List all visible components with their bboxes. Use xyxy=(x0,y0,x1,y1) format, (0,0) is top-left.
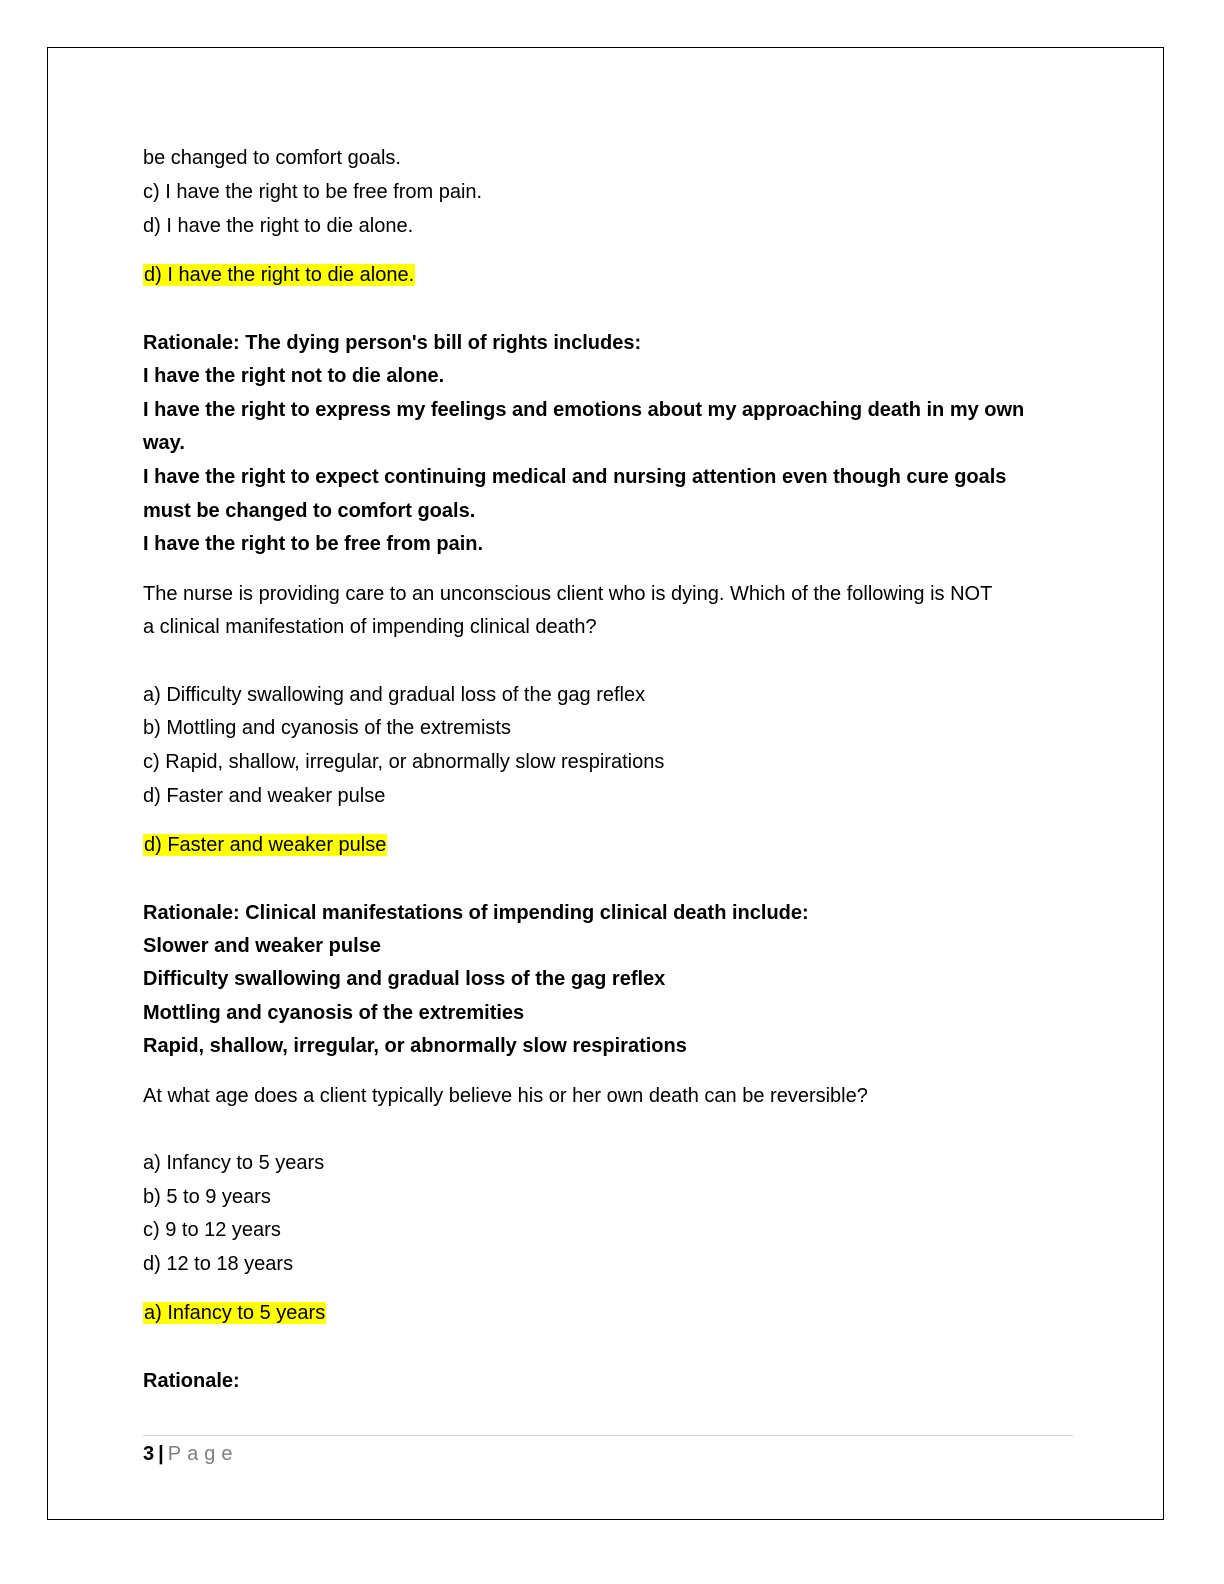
q1-rationale-line: I have the right to express my feelings and emotions about my approaching death in my own xyxy=(143,399,1025,421)
q2-option-d: d) Faster and weaker pulse xyxy=(143,785,386,807)
q1-option-d: d) I have the right to die alone. xyxy=(143,215,414,237)
page-number: 3 xyxy=(143,1443,155,1465)
footer-divider xyxy=(143,1435,1073,1436)
q1-answer-line xyxy=(143,262,415,288)
q1-rationale-line: must be changed to comfort goals. xyxy=(143,500,476,522)
q2-question-line: a clinical manifestation of impending clinical death? xyxy=(143,616,597,638)
footer-separator: | xyxy=(158,1443,164,1465)
q3-option-b: b) 5 to 9 years xyxy=(143,1186,271,1208)
q2-rationale-line: Difficulty swallowing and gradual loss of the gag reflex xyxy=(143,968,666,990)
page-label: Page xyxy=(167,1443,239,1465)
q2-option-a: a) Difficulty swallowing and gradual loss of the gag reflex xyxy=(143,684,646,706)
q1-rationale-line: I have the right to be free from pain. xyxy=(143,533,484,555)
q2-option-b: b) Mottling and cyanosis of the extremists xyxy=(143,717,511,739)
q3-option-d: d) 12 to 18 years xyxy=(143,1253,294,1275)
q2-rationale-line: Slower and weaker pulse xyxy=(143,935,381,957)
q1-rationale-line: I have the right to expect continuing medical and nursing attention even though cure goals xyxy=(143,466,1007,488)
q1-answer-highlight: d) I have the right to die alone. xyxy=(144,264,415,286)
q1-rationale-heading: Rationale: The dying person's bill of rights includes: xyxy=(143,332,642,354)
q1-continued-text: be changed to comfort goals. xyxy=(143,147,401,169)
q1-rationale-line: I have the right not to die alone. xyxy=(143,365,445,387)
q2-rationale-heading: Rationale: Clinical manifestations of impending clinical death include: xyxy=(143,902,809,924)
q3-question: At what age does a client typically believe his or her own death can be reversible? xyxy=(143,1085,868,1107)
q1-rationale-line: way. xyxy=(143,432,185,454)
q2-answer-line xyxy=(143,832,387,858)
q2-option-c: c) Rapid, shallow, irregular, or abnormally slow respirations xyxy=(143,751,665,773)
page-footer xyxy=(143,1441,238,1467)
q2-rationale-line: Mottling and cyanosis of the extremities xyxy=(143,1002,525,1024)
q2-answer-highlight: d) Faster and weaker pulse xyxy=(144,834,387,856)
q1-option-c: c) I have the right to be free from pain. xyxy=(143,181,483,203)
q3-option-c: c) 9 to 12 years xyxy=(143,1219,281,1241)
q3-rationale-heading: Rationale: xyxy=(143,1370,240,1392)
q3-answer-line xyxy=(143,1300,326,1326)
q2-rationale-line: Rapid, shallow, irregular, or abnormally slow respirations xyxy=(143,1035,687,1057)
q3-option-a: a) Infancy to 5 years xyxy=(143,1152,325,1174)
q3-answer-highlight: a) Infancy to 5 years xyxy=(144,1302,326,1324)
q2-question-line: The nurse is providing care to an unconscious client who is dying. Which of the following is NOT xyxy=(143,583,993,605)
